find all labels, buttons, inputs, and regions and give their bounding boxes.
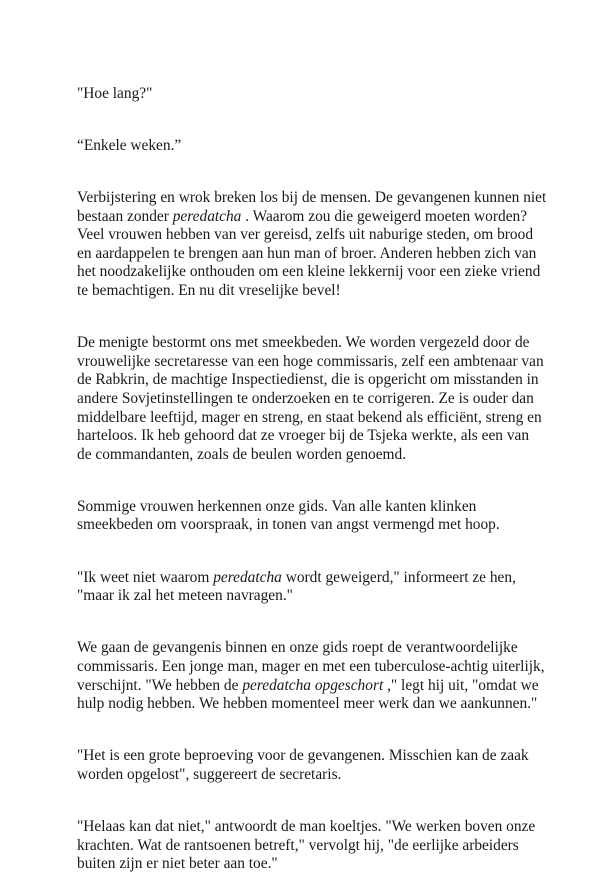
text-segment: . Waarom zou die geweigerd moeten worden? Veel vrouwen hebben van ver gereisd, zelfs uit naburige steden, om brood en aardappelen te brengen aan hun man of broer. Anderen hebben zich van het noodzakelijke onthouden om een kleine lekkernij voor een zieke vriend te bemachtigen. En nu dit vreselijke bevel! bbox=[77, 207, 541, 299]
text-segment: We gaan de gevangenis binnen en onze gids roept de verantwoordelijke commissaris. Een jonge man, mager en met een tuberculose-achtig uiterlijk, verschijnt. "We hebben de bbox=[77, 639, 545, 694]
text-segment: wordt geweigerd," informeert ze hen, "maar ik zal het meteen navragen." bbox=[77, 568, 516, 605]
paragraph bbox=[77, 800, 577, 874]
text-segment: "Ik weet niet waarom bbox=[77, 568, 214, 586]
text-segment: Sommige vrouwen herkennen onze gids. Van alle kanten klinken smeekbeden om voorspraak, in tonen van angst vermengd met hoop. bbox=[77, 497, 500, 534]
text-segment: "Helaas kan dat niet," antwoordt de man koeltjes. "We werken boven onze krachten. Wat de rantsoenen betreft," vervolgt hij, "de eerlijke arbeiders buiten zijn er niet beter aan toe." bbox=[77, 818, 536, 873]
italic-term: peredatcha opgeschort bbox=[242, 676, 384, 694]
paragraph bbox=[77, 550, 577, 606]
paragraph bbox=[77, 170, 577, 300]
paragraph bbox=[77, 621, 577, 714]
italic-term: peredatcha bbox=[213, 568, 282, 586]
text-segment: "Het is een grote beproeving voor de gevangenen. Misschien kan de zaak worden opgelost", suggereert de secretaris. bbox=[77, 747, 529, 783]
text-segment: ," legt hij uit, "omdat we hulp nodig hebben. We hebben momenteel meer werk dan we aankunnen." bbox=[77, 676, 539, 713]
paragraph bbox=[77, 479, 577, 535]
text-segment: De menigte bestormt ons met smeekbeden. We worden vergezeld door de vrouwelijke secretaresse van een hoge commissaris, zelf een ambtenaar van de Rabkrin, de machtige Inspectiedienst, die is opgericht om misstanden in andere Sovjetinstellingen te onderzoeken en te corrigeren. Ze is ouder dan middelbare leeftijd, mager en streng, en staat bekend als efficiënt, streng en harteloos. Ik heb gehoord dat ze vroeger bij de Tsjeka werkte, als een van de commandanten, zoals de beulen worden genoemd. bbox=[77, 334, 544, 463]
text-segment: “Enkele weken.” bbox=[77, 136, 182, 154]
italic-term: peredatcha bbox=[172, 207, 242, 225]
document-body bbox=[77, 66, 577, 889]
paragraph bbox=[77, 316, 577, 465]
text-segment: "Hoe lang?" bbox=[77, 84, 153, 102]
paragraph bbox=[77, 66, 577, 103]
paragraph bbox=[77, 118, 577, 155]
text-segment: Verbijstering en wrok breken los bij de mensen. De gevangenen kunnen niet bestaan zonder bbox=[77, 188, 547, 225]
paragraph bbox=[77, 729, 577, 785]
